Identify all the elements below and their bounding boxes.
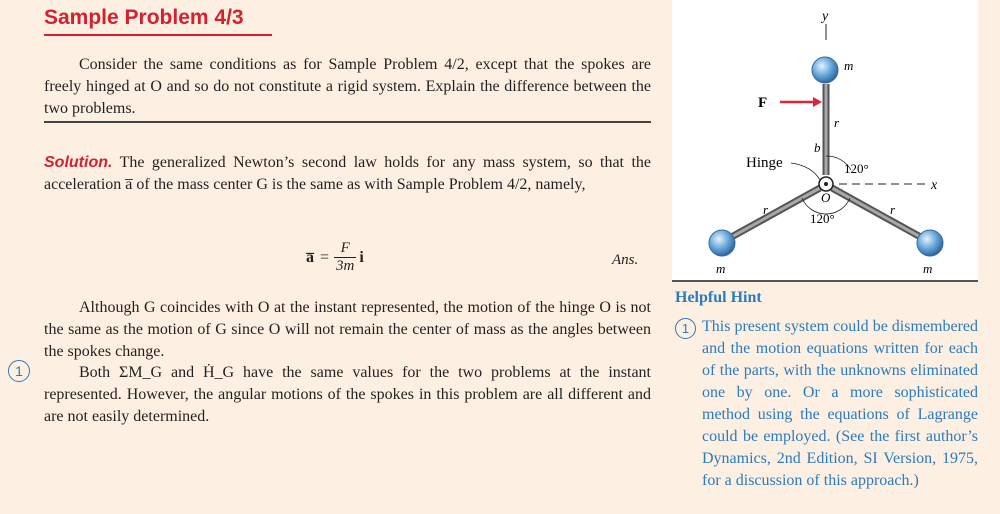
force-label: F xyxy=(758,95,768,111)
helpful-hint-title: Helpful Hint xyxy=(675,289,762,306)
equation-numerator: F xyxy=(334,240,356,258)
equation-lhs: a̅ xyxy=(306,248,314,266)
mass-label-top: m xyxy=(844,58,854,73)
angle-label-bottom: 120° xyxy=(810,211,835,226)
equation-denominator: 3m xyxy=(336,258,355,274)
y-axis-label: y xyxy=(822,9,829,24)
problem-statement: Consider the same conditions as for Sample Problem 4/2, except that the spokes are freely hinged at O and so do not constitute a rigid system. Explain the difference between the two problems. xyxy=(44,56,651,117)
mass-label-right: m xyxy=(923,261,933,276)
solution-paragraph xyxy=(44,152,651,196)
origin-label: O xyxy=(821,190,831,205)
equation-unit: i xyxy=(359,248,364,266)
equation xyxy=(305,240,365,275)
mass-sphere-left xyxy=(709,230,735,256)
problem-title: Sample Problem 4/3 xyxy=(44,6,244,29)
solution-label: Solution. xyxy=(44,154,113,171)
figure-divider xyxy=(672,280,978,282)
paragraph-3: Both ΣM_G and Ḣ_G have the same values for the two problems at the instant represented. However, the angular motions of the spokes in this problem are all different and are not easily determined. xyxy=(44,364,651,425)
hint-number-marker: 1 xyxy=(675,318,696,339)
equation-equals: = xyxy=(320,248,330,266)
hinge-leader xyxy=(791,163,820,180)
radius-label-top: r xyxy=(834,115,840,130)
section-divider xyxy=(44,121,651,123)
helpful-hint-text: This present system could be dismembered and the motion equations written for each of the parts, with the unknowns eliminated one by one. Or a more sophisticated method using the equations of Lagrange could be employed. (See the first author’s Dynamics, 2nd Edition, SI Version, 1975, for a discussion of this approach.) xyxy=(702,318,978,489)
hint-reference-marker: 1 xyxy=(8,360,30,382)
title-underline xyxy=(44,34,272,36)
spokes-diagram xyxy=(672,0,978,280)
answer-label: Ans. xyxy=(612,252,639,268)
offset-label-b: b xyxy=(814,140,821,155)
force-arrowhead xyxy=(813,97,822,107)
x-axis-label: x xyxy=(931,178,938,193)
mass-sphere-right xyxy=(917,230,943,256)
hinge-label: Hinge xyxy=(746,155,783,171)
mass-sphere-top xyxy=(812,57,838,83)
mass-label-left: m xyxy=(716,261,726,276)
paragraph-2: Although G coincides with O at the instant represented, the motion of the hinge O is not the same as the motion of G since O will not remain the center of mass as the angles between the spokes change. xyxy=(44,299,651,360)
solution-text: The generalized Newton’s second law holds for any mass system, so that the acceleration a̅ of the mass center G is the same as with Sample Problem 4/2, namely, xyxy=(44,154,651,193)
figure-panel xyxy=(672,0,978,280)
radius-label-right: r xyxy=(890,202,896,217)
angle-label-top: 120° xyxy=(844,161,869,176)
radius-label-left: r xyxy=(763,202,769,217)
